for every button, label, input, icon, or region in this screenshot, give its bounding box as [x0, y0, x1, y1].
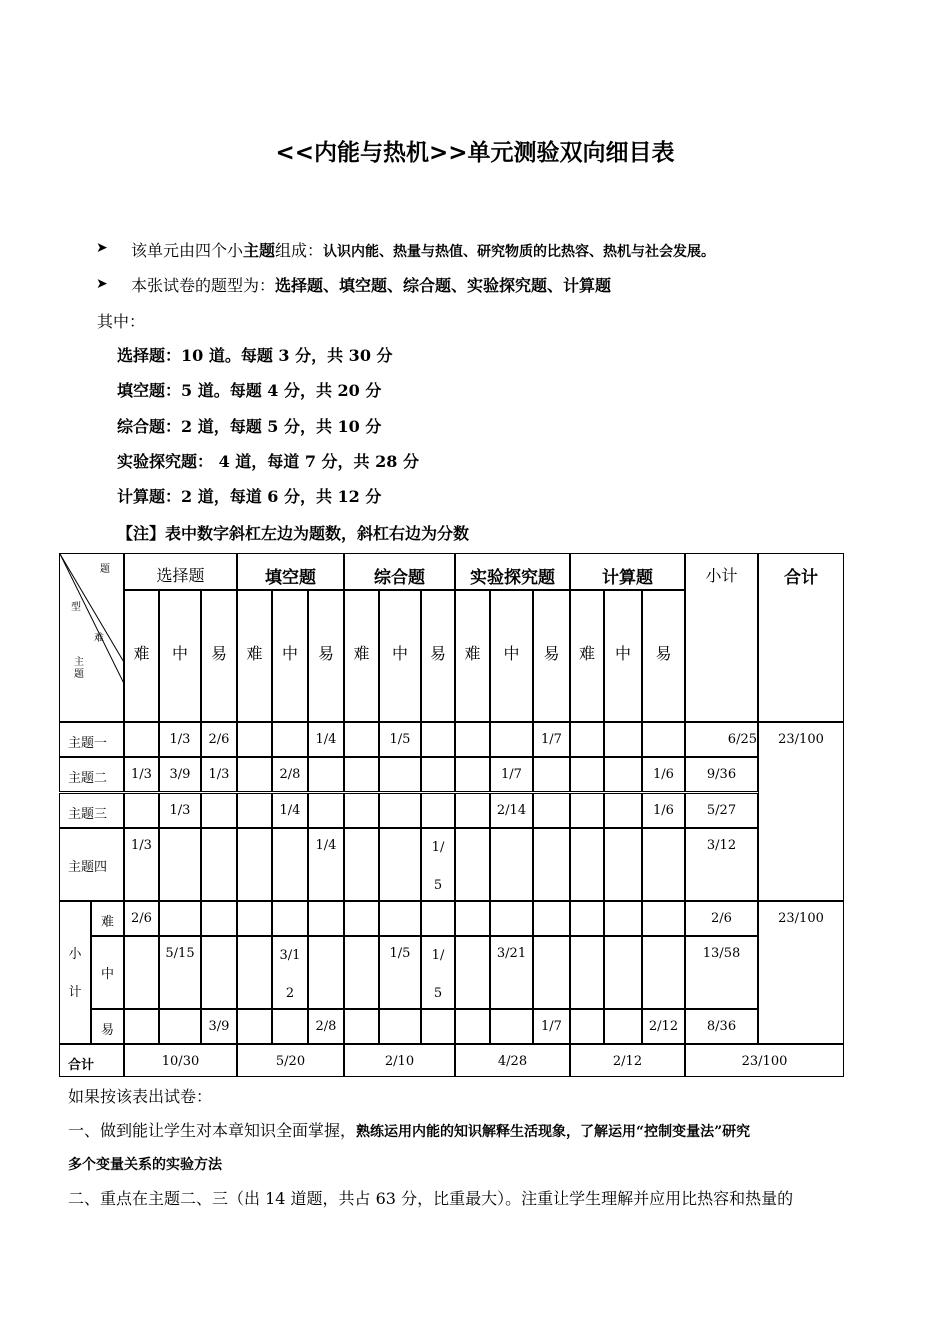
table-cell	[421, 828, 455, 901]
table-cell	[379, 1009, 421, 1044]
row-label-t1: 主题一	[59, 722, 124, 757]
table-cell	[570, 828, 604, 901]
level-medium: 中	[604, 590, 642, 722]
table-cell	[379, 828, 421, 901]
table-cell	[237, 901, 272, 936]
intro-line-2	[131, 273, 611, 296]
table-cell: 1/3	[124, 828, 159, 901]
after-line-2	[68, 1118, 750, 1141]
corner-label: 难	[94, 633, 104, 644]
cell-part: 1/	[431, 948, 445, 963]
table-cell	[379, 793, 421, 828]
table-cell	[642, 828, 685, 901]
level-hard: 难	[570, 590, 604, 722]
table-cell	[201, 828, 237, 901]
table-cell	[272, 722, 308, 757]
sum-label: 合计	[59, 1044, 124, 1077]
corner-label: 题	[100, 564, 110, 575]
table-cell	[570, 793, 604, 828]
table-cell: 2/12	[642, 1009, 685, 1044]
level-label-hard: 难	[91, 901, 124, 936]
type-info: 实验探究题： 4 道，每道 7 分，共 28 分	[117, 452, 419, 471]
table-cell	[124, 722, 159, 757]
table-cell: 1/3	[201, 757, 237, 792]
type-info: 填空题：5 道。每题 4 分，共 20 分	[117, 381, 382, 400]
table-cell	[237, 793, 272, 828]
table-cell	[159, 828, 201, 901]
table-cell: 3/9	[201, 1009, 237, 1044]
header-zonghe: 综合题	[344, 553, 455, 590]
level-medium: 中	[490, 590, 533, 722]
header-jisuan: 计算题	[570, 553, 685, 590]
table-cell: 2/8	[272, 757, 308, 792]
table-cell	[308, 901, 344, 936]
subtotal-cell: 8/36	[685, 1009, 758, 1044]
table-cell	[344, 757, 379, 792]
table-cell	[308, 757, 344, 792]
intro-types: 选择题、填空题、综合题、实验探究题、计算题	[275, 276, 612, 295]
table-cell	[344, 901, 379, 936]
table-cell	[642, 901, 685, 936]
level-hard: 难	[124, 590, 159, 722]
table-cell	[570, 722, 604, 757]
type-info: 综合题：2 道，每题 5 分，共 10 分	[117, 417, 382, 436]
qizhong-label: 其中：	[97, 312, 146, 331]
table-cell: 1/7	[490, 757, 533, 792]
table-cell	[604, 901, 642, 936]
sum-cell: 2/10	[344, 1044, 455, 1077]
table-cell	[604, 828, 642, 901]
table-cell	[201, 793, 237, 828]
table-cell	[455, 793, 490, 828]
table-cell: 1/3	[159, 722, 201, 757]
level-hard: 难	[237, 590, 272, 722]
table-cell	[455, 828, 490, 901]
table-cell	[604, 722, 642, 757]
levels-total-cell: 23/100	[758, 901, 844, 1044]
table-cell	[344, 793, 379, 828]
table-cell	[570, 1009, 604, 1044]
table-cell	[237, 722, 272, 757]
grand-total-cell: 23/100	[685, 1044, 844, 1077]
level-easy: 易	[201, 590, 237, 722]
intro-text: 该单元由四个小	[131, 241, 244, 260]
table-cell	[533, 936, 570, 1009]
level-label-easy: 易	[91, 1009, 124, 1044]
corner-label: 主	[74, 657, 84, 668]
subtotal-cell: 5/27	[685, 793, 758, 828]
table-cell: 1/4	[272, 793, 308, 828]
table-cell: 1/6	[642, 793, 685, 828]
cell-part: 5	[433, 878, 443, 893]
table-cell	[159, 1009, 201, 1044]
header-total: 合计	[758, 553, 844, 722]
table-cell	[201, 901, 237, 936]
intro-text: 本张试卷的题型为：	[131, 276, 276, 295]
header-subtotal: 小计	[685, 553, 758, 722]
note: 【注】表中数字斜杠左边为题数，斜杠右边为分数	[117, 524, 470, 543]
level-hard: 难	[455, 590, 490, 722]
table-cell	[159, 901, 201, 936]
subtotal-cell: 9/36	[685, 757, 758, 792]
diagonal-lines	[60, 554, 125, 723]
table-cell	[455, 757, 490, 792]
level-easy: 易	[421, 590, 455, 722]
table-cell	[237, 757, 272, 792]
table-cell	[570, 901, 604, 936]
table-cell: 1/3	[124, 757, 159, 792]
table-cell: 2/8	[308, 1009, 344, 1044]
table-cell	[237, 936, 272, 1009]
after-line-4: 二、重点在主题二、三（出 14 道题，共占 63 分，比重最大）。注重让学生理解并应用比热容和热量的	[68, 1189, 794, 1208]
table-cell: 3/21	[490, 936, 533, 1009]
table-cell: 1/5	[379, 722, 421, 757]
table-cell	[490, 828, 533, 901]
xiaoji-label	[59, 901, 91, 1044]
topics-total-cell: 23/100	[758, 722, 844, 901]
table-cell	[533, 828, 570, 901]
table-cell	[379, 901, 421, 936]
table-cell	[604, 793, 642, 828]
level-medium: 中	[379, 590, 421, 722]
table-cell	[124, 1009, 159, 1044]
table-cell	[124, 936, 159, 1009]
table-cell	[344, 828, 379, 901]
type-info: 选择题：10 道。每题 3 分，共 30 分	[117, 346, 393, 365]
table-cell	[124, 793, 159, 828]
table-cell: 2/14	[490, 793, 533, 828]
table-cell: 1/3	[159, 793, 201, 828]
level-easy: 易	[533, 590, 570, 722]
bullet-arrow-icon: ➤	[96, 240, 108, 256]
level-medium: 中	[159, 590, 201, 722]
table-cell	[455, 936, 490, 1009]
table-cell	[533, 901, 570, 936]
row-label-t2: 主题二	[59, 757, 124, 792]
table-cell	[344, 722, 379, 757]
table-cell	[455, 1009, 490, 1044]
table-cell	[455, 722, 490, 757]
subtotal-cell: 2/6	[685, 901, 758, 936]
table-cell	[490, 1009, 533, 1044]
table-cell: 1/6	[642, 757, 685, 792]
table-cell	[421, 722, 455, 757]
intro-line-1	[131, 238, 715, 261]
after-text: 一、做到能让学生对本章知识全面掌握，	[68, 1121, 357, 1140]
table-cell	[490, 722, 533, 757]
cell-part: 3/1	[279, 948, 301, 963]
detail-table	[59, 553, 844, 1077]
intro-topics: 认识内能、热量与热值、研究物质的比热容、热机与社会发展。	[323, 244, 716, 260]
subtotal-cell: 6/25	[685, 722, 758, 757]
table-cell	[533, 793, 570, 828]
level-easy: 易	[308, 590, 344, 722]
table-cell: 1/4	[308, 722, 344, 757]
table-cell	[308, 936, 344, 1009]
type-info: 计算题：2 道，每道 6 分，共 12 分	[117, 487, 382, 506]
sum-cell: 10/30	[124, 1044, 237, 1077]
table-cell	[421, 1009, 455, 1044]
sum-cell: 4/28	[455, 1044, 570, 1077]
cell-part: 2	[285, 986, 295, 1001]
corner-label: 题	[74, 669, 84, 680]
cell-part: 1/	[431, 840, 445, 855]
table-cell: 1/7	[533, 1009, 570, 1044]
table-cell	[272, 1009, 308, 1044]
table-cell	[642, 722, 685, 757]
table-cell	[237, 828, 272, 901]
sum-cell: 2/12	[570, 1044, 685, 1077]
table-cell	[272, 901, 308, 936]
table-cell: 1/7	[533, 722, 570, 757]
table-cell	[344, 936, 379, 1009]
table-cell	[344, 1009, 379, 1044]
level-label-medium: 中	[91, 936, 124, 1009]
table-cell: 2/6	[124, 901, 159, 936]
subtotal-cell: 3/12	[685, 828, 758, 901]
after-line-1: 如果按该表出试卷：	[68, 1087, 213, 1106]
header-xuanze: 选择题	[124, 553, 237, 590]
xiaoji-char: 计	[68, 985, 82, 1000]
row-label-topic-4: 主题四	[59, 828, 124, 901]
corner-cell	[59, 553, 124, 722]
header-tiankong: 填空题	[237, 553, 344, 590]
table-cell	[308, 793, 344, 828]
page-title: <<内能与热机>>单元测验双向细目表	[275, 140, 675, 166]
table-cell	[570, 757, 604, 792]
table-cell	[604, 936, 642, 1009]
table-cell	[201, 936, 237, 1009]
row-label-t3: 主题三	[59, 793, 124, 828]
table-cell	[455, 901, 490, 936]
table-cell	[379, 757, 421, 792]
intro-bold: 主题	[243, 241, 276, 260]
table-cell: 5/15	[159, 936, 201, 1009]
table-cell	[237, 1009, 272, 1044]
intro-text: 组成：	[275, 241, 324, 260]
table-cell	[604, 1009, 642, 1044]
after-line-3: 多个变量关系的实验方法	[68, 1157, 222, 1173]
table-cell	[272, 828, 308, 901]
header-shiyan: 实验探究题	[455, 553, 570, 590]
table-cell	[490, 901, 533, 936]
sum-cell: 5/20	[237, 1044, 344, 1077]
table-cell	[272, 936, 308, 1009]
table-cell	[570, 936, 604, 1009]
xiaoji-char: 小	[68, 947, 82, 962]
level-hard: 难	[344, 590, 379, 722]
table-cell	[604, 757, 642, 792]
table-cell: 2/6	[201, 722, 237, 757]
bullet-arrow-icon: ➤	[96, 276, 108, 292]
spacer	[60, 902, 90, 936]
table-cell	[421, 936, 455, 1009]
table-cell	[642, 936, 685, 1009]
table-cell: 1/5	[379, 936, 421, 1009]
cell-part: 5	[433, 986, 443, 1001]
table-cell: 3/9	[159, 757, 201, 792]
after-text-bold: 熟练运用内能的知识解释生活现象，了解运用“控制变量法”研究	[356, 1124, 751, 1140]
table-cell: 1/4	[308, 828, 344, 901]
table-cell	[421, 901, 455, 936]
table-cell	[421, 757, 455, 792]
level-easy: 易	[642, 590, 685, 722]
table-cell	[533, 757, 570, 792]
corner-label: 型	[71, 602, 81, 613]
table-cell	[421, 793, 455, 828]
level-medium: 中	[272, 590, 308, 722]
subtotal-cell: 13/58	[685, 936, 758, 1009]
